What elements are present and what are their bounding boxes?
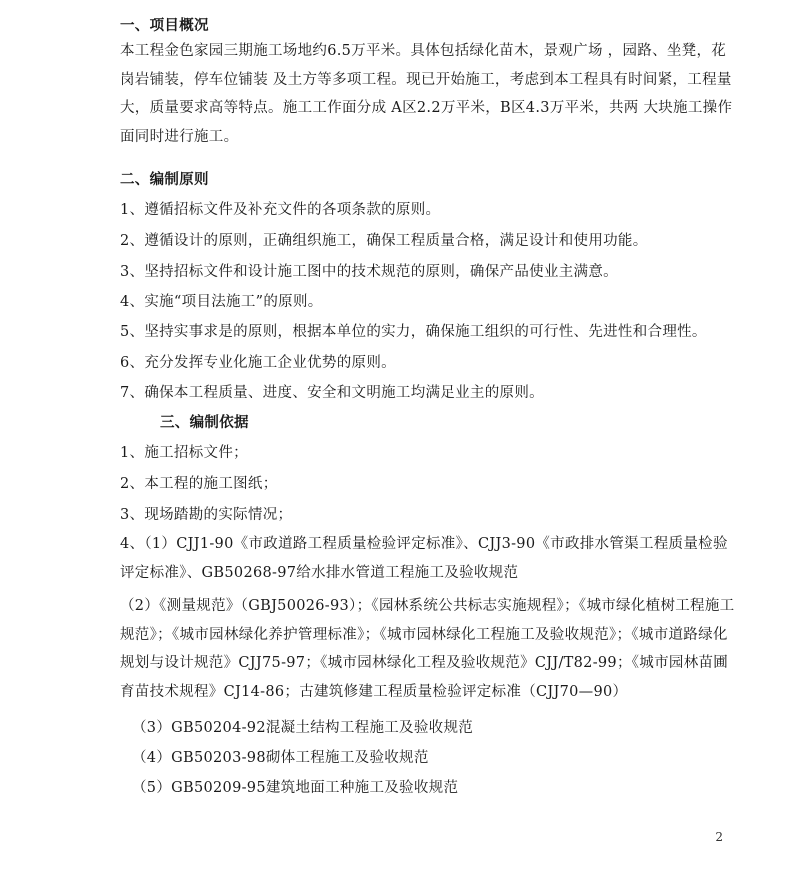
- principle-item-7: 7、确保本工程质量、进度、安全和文明施工均满足业主的原则。: [120, 385, 544, 401]
- basis-item-4-1: 4、（1）CJJ1-90《市政道路工程质量检验评定标准》、CJJ3-90《市政排水管渠工程质量检验评定标准》、GB50268-97给水排水管道工程施工及验收规范: [120, 536, 728, 581]
- basis-item-4-5: （5）GB50209-95建筑地面工种施工及验收规范: [132, 780, 459, 796]
- principle-item-4: 4、实施“项目法施工”的原则。: [120, 294, 323, 310]
- basis-item-2: 2、本工程的施工图纸；: [120, 476, 278, 492]
- section-2-heading: 二、编制原则: [120, 171, 209, 188]
- principle-item-3: 3、坚持招标文件和设计施工图中的技术规范的原则，确保产品使业主满意。: [120, 264, 618, 280]
- section-1-body: 本工程金色家园三期施工场地约6.5万平米。具体包括绿化苗木，景观广场 ，园路、坐凳，花岗岩铺装，停车位铺装 及土方等多项工程。现已开始施工，考虑到本工程具有时间紧，工程量大，质量要求高等特点。施工工作面分成 A区2.2万平米，B区4.3万平米，共两 大块施工操作面同时进行施工。: [120, 43, 733, 145]
- basis-item-3: 3、现场踏勘的实际情况；: [120, 507, 293, 523]
- principle-item-2: 2、遵循设计的原则，正确组织施工，确保工程质量合格，满足设计和使用功能。: [120, 233, 648, 249]
- principle-item-1: 1、遵循招标文件及补充文件的各项条款的原则。: [120, 202, 441, 218]
- principle-item-6: 6、充分发挥专业化施工企业优势的原则。: [120, 355, 396, 371]
- page-number: 2: [715, 830, 723, 844]
- basis-item-4-3: （3）GB50204-92混凝土结构工程施工及验收规范: [132, 720, 474, 736]
- section-1-heading: 一、项目概况: [120, 17, 209, 34]
- section-3-heading: 三、编制依据: [160, 414, 249, 431]
- basis-item-4-2: （2）《测量规范》（GBJ50026-93）；《园林系统公共标志实施规程》；《城市绿化植树工程施工规范》；《城市园林绿化养护管理标准》；《城市园林绿化工程施工及验收规范》；《城市道路绿化规划与设计规范》CJJ75-97；《城市园林绿化工程及验收规范》CJJ/T82-99；《城市园林苗圃育苗技术规程》CJ14-86；古建筑修建工程质量检验评定标准（CJJ70—90）: [120, 598, 735, 700]
- principle-item-5: 5、坚持实事求是的原则，根据本单位的实力，确保施工组织的可行性、先进性和合理性。: [120, 324, 707, 340]
- basis-item-4-4: （4）GB50203-98砌体工程施工及验收规范: [132, 750, 429, 766]
- basis-item-1: 1、施工招标文件；: [120, 445, 248, 461]
